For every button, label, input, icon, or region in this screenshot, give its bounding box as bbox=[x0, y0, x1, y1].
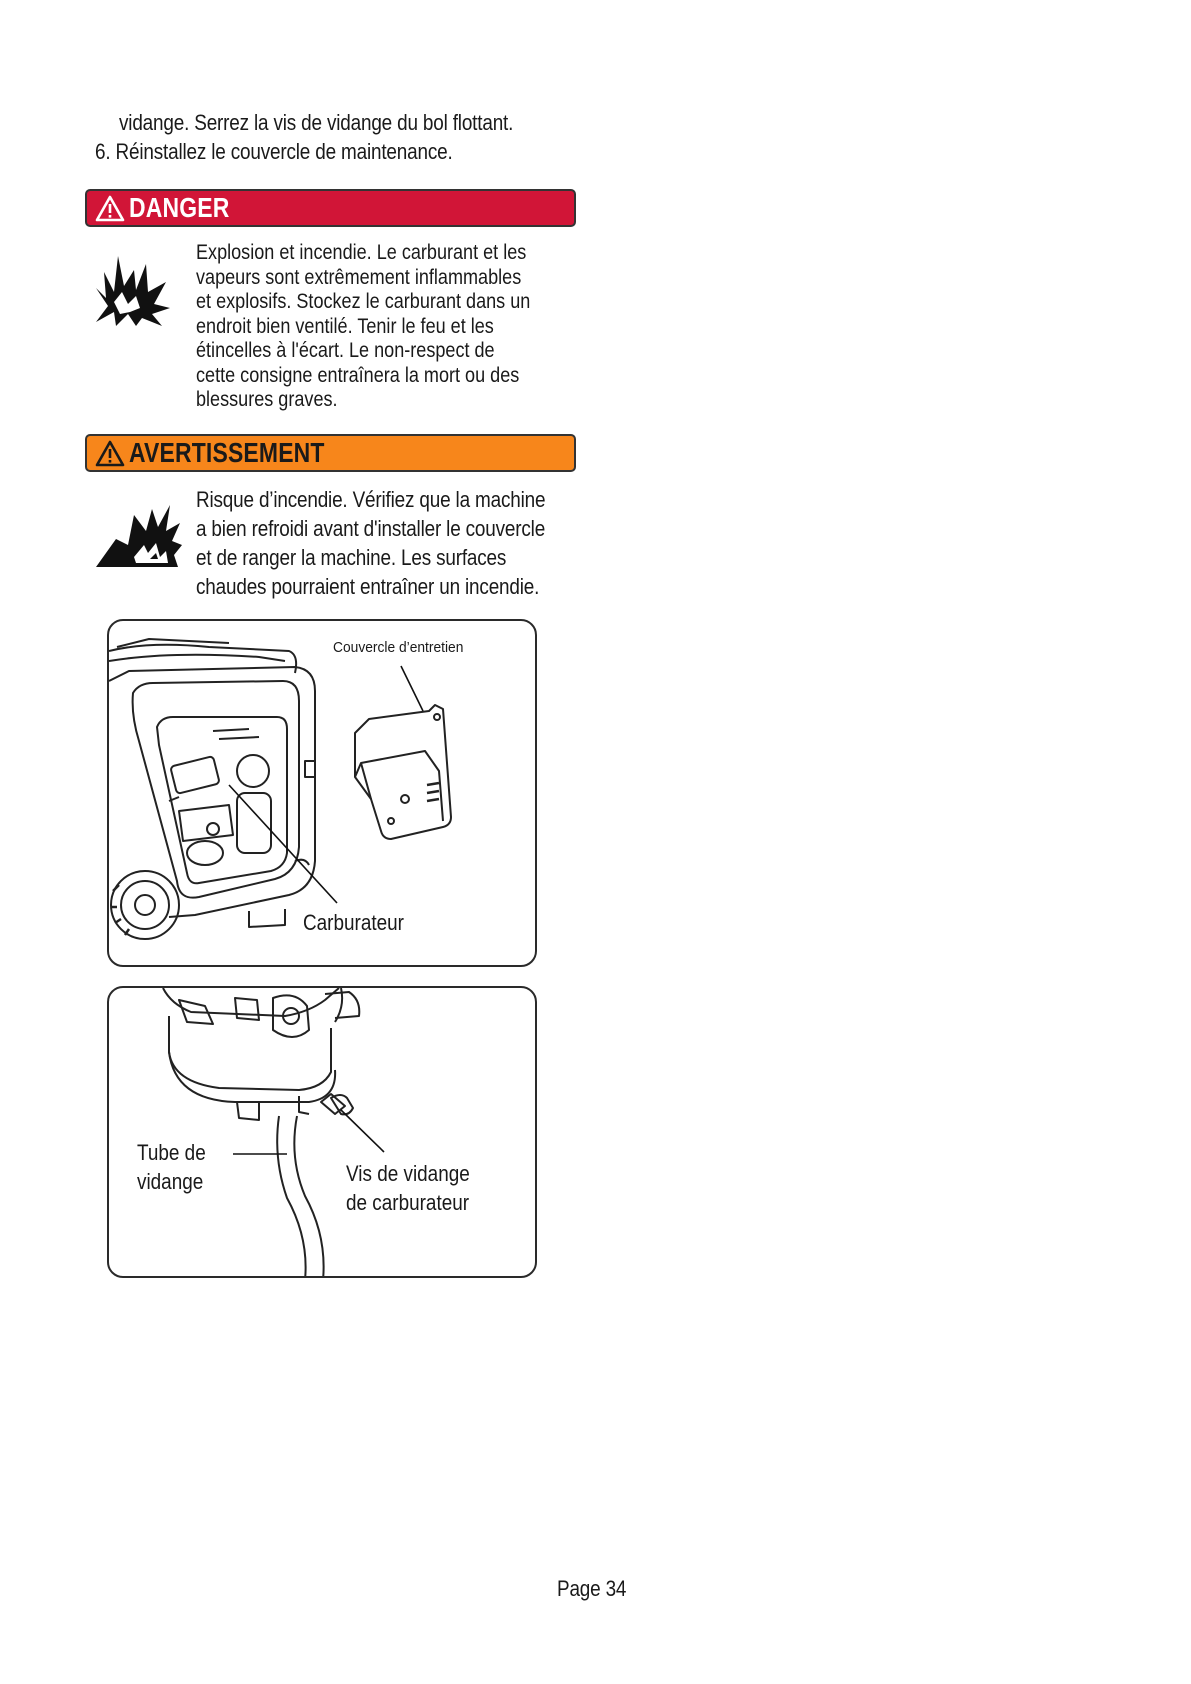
warning-line: et de ranger la machine. Les surfaces bbox=[196, 545, 507, 570]
figure-drain-screw bbox=[107, 986, 537, 1278]
warning-line: chaudes pourraient entraîner un incendie. bbox=[196, 574, 540, 599]
danger-line: cette consigne entraînera la mort ou des bbox=[196, 363, 520, 387]
tube-label-line1: Tube de bbox=[137, 1140, 206, 1165]
figure-generator-cover bbox=[107, 619, 537, 967]
carburetor-illustration bbox=[109, 988, 537, 1278]
fire-icon bbox=[94, 501, 182, 569]
warning-triangle-icon bbox=[95, 440, 125, 467]
danger-text bbox=[196, 241, 585, 413]
warning-label: AVERTISSEMENT bbox=[129, 437, 325, 468]
screw-label-line1: Vis de vidange bbox=[346, 1161, 470, 1186]
warning-triangle-icon bbox=[95, 195, 125, 222]
danger-line: et explosifs. Stockez le carburant dans un bbox=[196, 290, 531, 313]
danger-line: vapeurs sont extrêmement inflammables bbox=[196, 265, 522, 289]
page-number: Page 34 bbox=[557, 1576, 627, 1601]
warning-text bbox=[196, 485, 602, 601]
tube-label-line2: vidange bbox=[137, 1169, 204, 1194]
danger-line: étincelles à l'écart. Le non-respect de bbox=[196, 339, 495, 362]
step6: 6. Réinstallez le couvercle de maintenance. bbox=[95, 139, 453, 164]
danger-line: endroit bien ventilé. Tenir le feu et les bbox=[196, 314, 494, 338]
cover-label: Couvercle d’entretien bbox=[333, 639, 464, 656]
explosion-icon bbox=[92, 252, 172, 328]
screw-label-line2: de carburateur bbox=[346, 1190, 470, 1215]
danger-banner bbox=[85, 189, 576, 227]
danger-line: Explosion et incendie. Le carburant et les bbox=[196, 241, 527, 264]
danger-label: DANGER bbox=[129, 192, 230, 223]
carburetor-label: Carburateur bbox=[303, 910, 404, 935]
warning-line: a bien refroidi avant d'installer le couvercle bbox=[196, 516, 546, 541]
warning-line: Risque d’incendie. Vérifiez que la machine bbox=[196, 487, 546, 512]
danger-line: blessures graves. bbox=[196, 388, 338, 411]
warning-banner bbox=[85, 434, 576, 472]
step5-continuation: vidange. Serrez la vis de vidange du bol flottant. bbox=[119, 110, 514, 135]
